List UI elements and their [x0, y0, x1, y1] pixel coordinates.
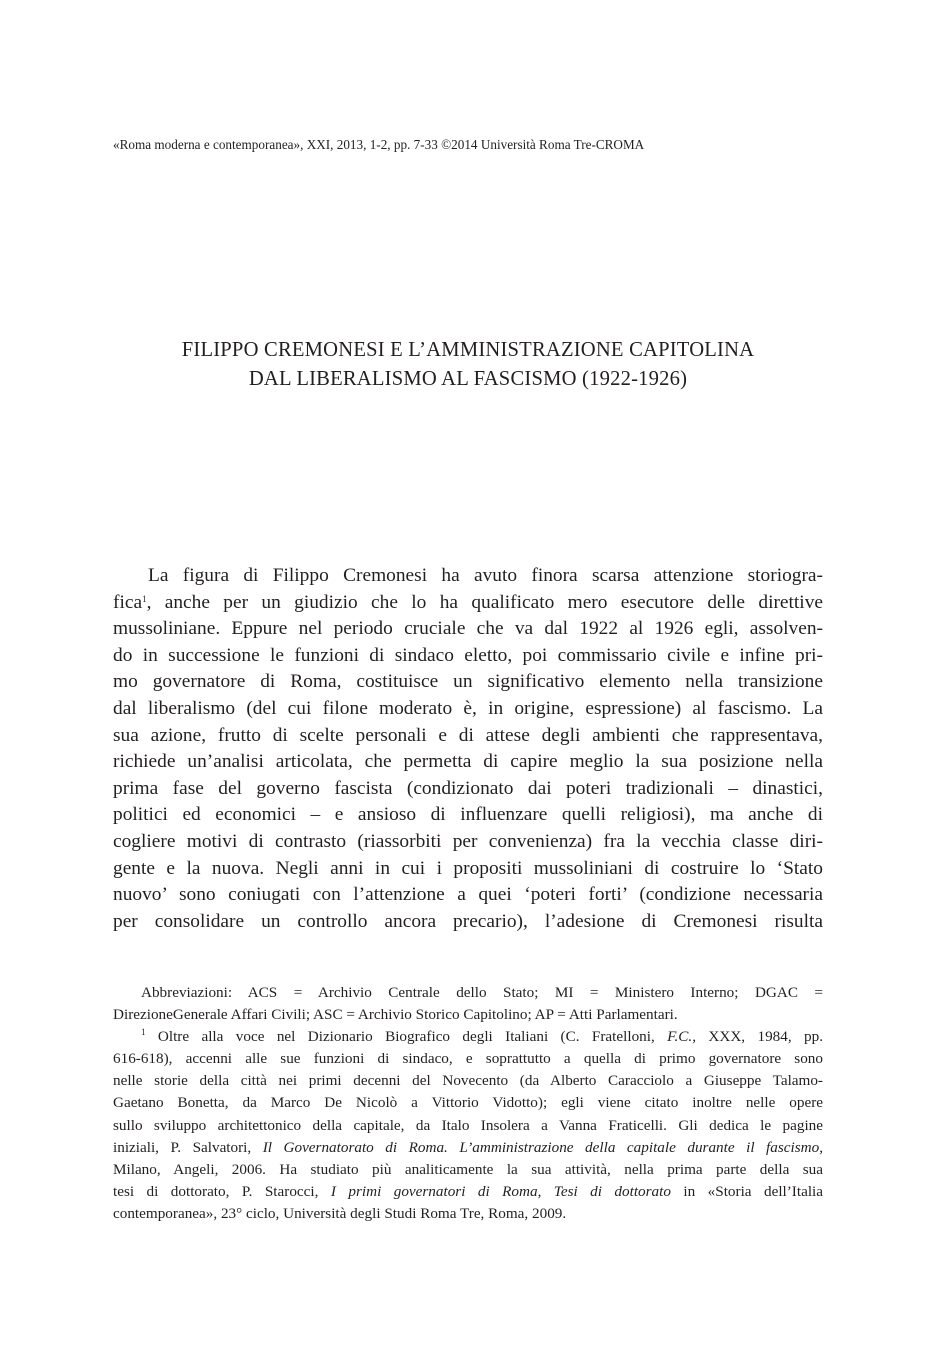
footnote-line: nelle storie della città nei primi decenni del Novecento (da Alberto Caracciolo a Giuseppe Talamo-: [113, 1072, 823, 1090]
body-line: prima fase del governo fascista (condizionato dai poteri tradizionali – dinastici,: [113, 777, 823, 799]
footnote-marker: 1: [141, 1027, 146, 1038]
footnote-text: XXX, 1984, pp.: [696, 1028, 824, 1046]
footnote-author: Salvatori: [192, 1138, 248, 1156]
footnote-text: Oltre alla voce nel Dizionario Biografico degli Italiani (C.: [145, 1028, 592, 1046]
footnote-abbr: F.C.,: [667, 1028, 697, 1046]
footnotes: [113, 982, 823, 1225]
running-header: «Roma moderna e contemporanea», XXI, 2013, 1-2, pp. 7-33 ©2014 Università Roma Tre-CROMA: [113, 137, 645, 152]
footnote-reference: 1: [142, 593, 147, 604]
body-text-segment: fica: [113, 591, 143, 613]
abbreviations-note: DirezioneGenerale Affari Civili; ASC = Archivio Storico Capitolino; AP = Atti Parlamentari.: [113, 1006, 678, 1024]
footnote-line: contemporanea», 23° ciclo, Università degli Studi Roma Tre, Roma, 2009.: [113, 1204, 567, 1222]
article-title-line-2: DAL LIBERALISMO AL FASCISMO (1922-1926): [248, 368, 688, 390]
footnote-text: tesi di dottorato, P.: [113, 1182, 265, 1200]
footnote-line: Gaetano Bonetta, da Marco De Nicolò a Vittorio Vidotto); egli viene citato inoltre nelle opere: [113, 1094, 823, 1112]
footnote-thesis-title: I primi governatori di Roma, Tesi di dottorato: [330, 1182, 671, 1200]
footnote-line: Milano, Angeli, 2006. Ha studiato più analiticamente la sua attività, nella prima parte della sua: [113, 1160, 823, 1178]
body-line: per consolidare un controllo ancora precario), l’adesione di Cremonesi risulta: [113, 910, 823, 932]
body-line: mo governatore di Roma, costituisce un significativo elemento nella transizione: [113, 671, 823, 693]
body-line: mussoliniane. Eppure nel periodo cruciale che va dal 1922 al 1926 egli, assolven-: [113, 618, 823, 640]
body-line: do in successione le funzioni di sindaco eletto, poi commissario civile e infine pri-: [113, 644, 823, 666]
footnote-text: ,: [247, 1138, 263, 1156]
body-line: richiede un’analisi articolata, che permetta di capire meglio la sua posizione nella: [113, 751, 823, 773]
body-line: cogliere motivi di contrasto (riassorbiti per convenienza) fra la vecchia classe diri-: [113, 830, 823, 852]
footnote-text: ,: [314, 1182, 331, 1200]
footnote-line: [113, 1181, 823, 1203]
footnote-author: Starocci: [264, 1182, 315, 1200]
footnote-line: 616-618), accenni alle sue funzioni di sindaco, e soprattutto a quella di primo governatore sono: [113, 1050, 823, 1068]
body-line: sua azione, frutto di scelte personali e di attese degli ambienti che rappresentava,: [113, 724, 823, 746]
abbreviations-note: Abbreviazioni: ACS = Archivio Centrale dello Stato; MI = Ministero Interno; DGAC =: [141, 984, 823, 1001]
footnote-1: [113, 1026, 823, 1048]
footnote-text: ,: [650, 1028, 668, 1046]
footnote-line: sullo sviluppo architettonico della capitale, da Italo Insolera a Vanna Fraticelli. Gli dedica le pagine: [113, 1116, 823, 1134]
body-paragraph: [113, 563, 823, 935]
body-line: dal liberalismo (del cui filone moderato è, in origine, espressione) al fascismo. La: [113, 697, 823, 719]
footnote-author: Fratelloni: [591, 1028, 651, 1046]
article-title-line-1: FILIPPO CREMONESI E L’AMMINISTRAZIONE CAPITOLINA: [181, 339, 755, 361]
footnote-text: iniziali, P.: [113, 1138, 193, 1156]
footnote-book-title: Il Governatorato di Roma. L’amministrazione della capitale durante il fascismo,: [262, 1138, 824, 1156]
body-line: La figura di Filippo Cremonesi ha avuto finora scarsa attenzione storiogra-: [148, 565, 823, 586]
body-text-segment: , anche per un giudizio che lo ha qualificato mero esecutore delle direttive: [146, 591, 823, 613]
footnote-text: in «Storia dell’Italia: [670, 1182, 824, 1200]
body-line: nuovo’ sono coniugati con l’attenzione a quei ‘poteri forti’ (condizione necessaria: [113, 884, 823, 906]
footnote-line: [113, 1137, 823, 1159]
body-line: politici ed economici – e ansioso di influenzare quelli religiosi), ma anche di: [113, 804, 823, 826]
body-line: gente e la nuova. Negli anni in cui i propositi mussoliniani di costruire lo ‘Stato: [113, 857, 823, 879]
body-line: [113, 590, 823, 617]
